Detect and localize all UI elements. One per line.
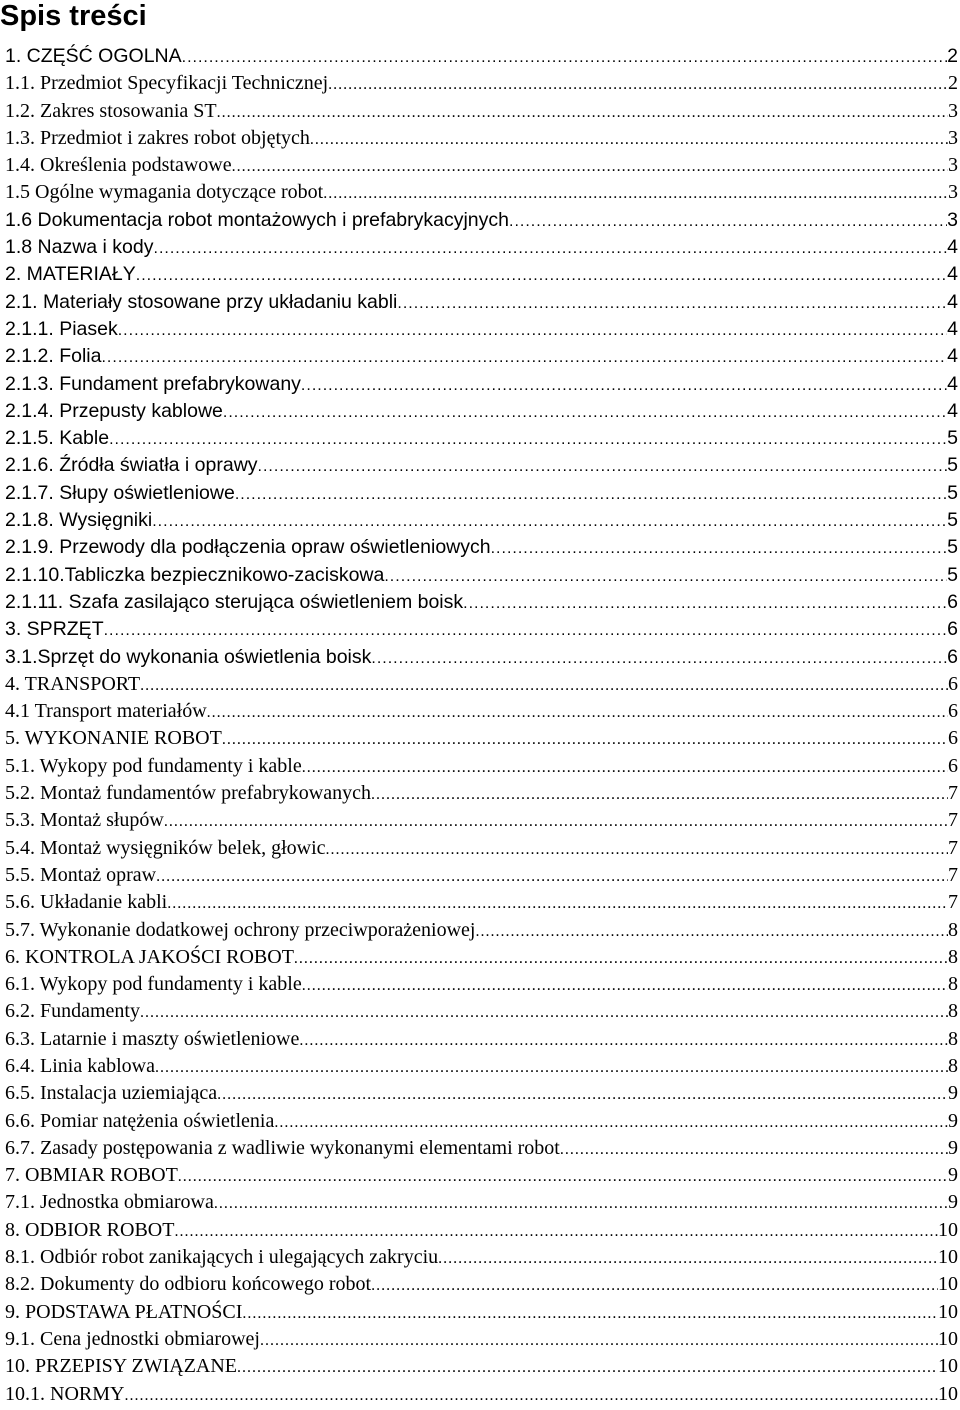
toc-leader-dots bbox=[242, 1300, 938, 1326]
toc-entry-page-number: 6 bbox=[948, 754, 958, 777]
toc-entry[interactable] bbox=[0, 43, 960, 70]
toc-entry-title: 5.1. Wykopy pod fundamenty i kable bbox=[5, 754, 302, 777]
toc-leader-dots bbox=[310, 126, 948, 152]
toc-entry-title: 1.2. Zakres stosowania ST bbox=[5, 99, 217, 122]
toc-entry-title: 1. CZĘŚĆ OGOLNA bbox=[5, 45, 182, 67]
toc-leader-dots bbox=[235, 481, 947, 507]
toc-entry-page-number: 8 bbox=[948, 945, 958, 968]
toc-entry[interactable] bbox=[0, 807, 960, 834]
toc-entry-title: 5.4. Montaż wysięgników belek, głowic bbox=[5, 836, 326, 859]
toc-leader-dots bbox=[136, 262, 947, 288]
toc-entry-page-number: 9 bbox=[948, 1082, 958, 1105]
toc-leader-dots bbox=[156, 863, 948, 889]
toc-leader-dots bbox=[222, 726, 948, 752]
toc-entry-title: 2.1.8. Wysięgniki bbox=[5, 509, 153, 532]
toc-leader-dots bbox=[371, 645, 947, 671]
toc-entry-title: 2.1.2. Folia bbox=[5, 345, 102, 368]
toc-leader-dots bbox=[101, 344, 947, 370]
toc-entry[interactable] bbox=[0, 562, 960, 589]
toc-entry-page-number: 5 bbox=[947, 536, 958, 559]
toc-entry-title: 4. TRANSPORT bbox=[5, 672, 141, 695]
toc-leader-dots bbox=[223, 399, 947, 425]
toc-leader-dots bbox=[299, 1027, 948, 1053]
table-of-contents bbox=[0, 43, 960, 1408]
toc-entry-page-number: 8 bbox=[948, 973, 958, 996]
toc-entry[interactable] bbox=[0, 1326, 960, 1353]
toc-entry-page-number: 5 bbox=[947, 563, 958, 586]
toc-entry-page-number: 9 bbox=[948, 1136, 958, 1159]
toc-entry-title: 3.1.Sprzęt do wykonania oświetlenia boisk bbox=[5, 645, 372, 668]
toc-entry-page-number: 6 bbox=[948, 727, 958, 750]
toc-entry-title: 6.3. Latarnie i maszty oświetleniowe bbox=[5, 1027, 300, 1050]
toc-leader-dots bbox=[371, 781, 948, 807]
toc-leader-dots bbox=[164, 808, 948, 834]
toc-entry-page-number: 3 bbox=[948, 126, 958, 149]
toc-entry-page-number: 5 bbox=[947, 509, 958, 532]
toc-entry[interactable] bbox=[0, 671, 960, 698]
toc-leader-dots bbox=[155, 1054, 948, 1080]
toc-entry-page-number: 2 bbox=[948, 72, 958, 95]
toc-leader-dots bbox=[463, 590, 947, 616]
toc-entry-page-number: 6 bbox=[948, 700, 958, 723]
toc-entry-title: 9. PODSTAWA PŁATNOŚCI bbox=[5, 1300, 243, 1323]
toc-leader-dots bbox=[384, 563, 947, 589]
toc-entry[interactable] bbox=[0, 152, 960, 179]
toc-entry-page-number: 3 bbox=[948, 99, 958, 122]
toc-entry-page-number: 10 bbox=[938, 1273, 958, 1296]
toc-entry-title: 1.6 Dokumentacja robot montażowych i prefabrykacyjnych bbox=[5, 208, 509, 231]
toc-entry-page-number: 4 bbox=[947, 290, 958, 313]
toc-entry[interactable] bbox=[0, 534, 960, 561]
toc-entry-page-number: 4 bbox=[947, 236, 958, 259]
toc-entry[interactable] bbox=[0, 1299, 960, 1326]
toc-leader-dots bbox=[326, 836, 949, 862]
toc-entry-page-number: 10 bbox=[938, 1382, 958, 1405]
toc-leader-dots bbox=[109, 426, 947, 452]
toc-leader-dots bbox=[152, 508, 947, 534]
toc-entry-page-number: 3 bbox=[948, 154, 958, 177]
toc-entry-title: 8.2. Dokumenty do odbioru końcowego robot bbox=[5, 1273, 372, 1296]
toc-leader-dots bbox=[397, 290, 947, 316]
toc-entry[interactable] bbox=[0, 889, 960, 916]
toc-entry-title: 2. MATERIAŁY bbox=[5, 263, 136, 286]
toc-entry-title: 2.1.3. Fundament prefabrykowany bbox=[5, 372, 301, 395]
toc-entry[interactable] bbox=[0, 753, 960, 780]
toc-entry[interactable] bbox=[0, 1271, 960, 1298]
toc-entry[interactable] bbox=[0, 98, 960, 125]
toc-leader-dots bbox=[182, 44, 948, 70]
toc-leader-dots bbox=[178, 1163, 948, 1189]
toc-leader-dots bbox=[371, 1272, 938, 1298]
toc-entry[interactable] bbox=[0, 589, 960, 616]
toc-entry-page-number: 4 bbox=[947, 372, 958, 395]
toc-entry[interactable] bbox=[0, 261, 960, 288]
toc-entry-title: 2.1.4. Przepusty kablowe bbox=[5, 399, 223, 422]
toc-entry-page-number: 10 bbox=[938, 1327, 958, 1350]
toc-entry-title: 6.5. Instalacja uziemiająca bbox=[5, 1082, 218, 1105]
toc-entry[interactable] bbox=[0, 835, 960, 862]
toc-entry[interactable] bbox=[0, 971, 960, 998]
toc-entry-page-number: 8 bbox=[948, 918, 958, 941]
toc-entry[interactable] bbox=[0, 780, 960, 807]
toc-entry-page-number: 7 bbox=[948, 836, 958, 859]
toc-entry[interactable] bbox=[0, 425, 960, 452]
toc-leader-dots bbox=[509, 208, 947, 234]
toc-entry[interactable] bbox=[0, 917, 960, 944]
toc-entry-title: 5.3. Montaż słupów bbox=[5, 809, 164, 832]
toc-leader-dots bbox=[491, 535, 948, 561]
toc-entry-title: 6. KONTROLA JAKOŚCI ROBOT bbox=[5, 945, 294, 968]
toc-entry[interactable] bbox=[0, 644, 960, 671]
toc-leader-dots bbox=[438, 1245, 938, 1271]
toc-entry[interactable] bbox=[0, 698, 960, 725]
toc-entry[interactable] bbox=[0, 70, 960, 97]
toc-entry[interactable] bbox=[0, 452, 960, 479]
toc-leader-dots bbox=[214, 1190, 948, 1216]
toc-entry-page-number: 6 bbox=[948, 672, 958, 695]
toc-leader-dots bbox=[328, 71, 948, 97]
toc-entry-title: 2.1.5. Kable bbox=[5, 427, 110, 450]
toc-entry-page-number: 5 bbox=[947, 481, 958, 504]
toc-entry-title: 1.4. Określenia podstawowe bbox=[5, 154, 232, 177]
toc-entry-title: 6.6. Pomiar natężenia oświetlenia bbox=[5, 1109, 275, 1132]
toc-entry-page-number: 10 bbox=[938, 1246, 958, 1269]
toc-entry-title: 10. PRZEPISY ZWIĄZANE bbox=[5, 1355, 238, 1378]
toc-entry-page-number: 3 bbox=[948, 181, 958, 204]
toc-entry[interactable] bbox=[0, 207, 960, 234]
toc-leader-dots bbox=[140, 999, 948, 1025]
toc-entry-title: 4.1 Transport materiałów bbox=[5, 700, 207, 723]
toc-leader-dots bbox=[301, 372, 947, 398]
toc-entry-title: 9.1. Cena jednostki obmiarowej bbox=[5, 1327, 260, 1350]
toc-entry-page-number: 10 bbox=[938, 1218, 958, 1241]
toc-entry[interactable] bbox=[0, 343, 960, 370]
toc-entry-title: 5.2. Montaż fundamentów prefabrykowanych bbox=[5, 782, 371, 805]
toc-entry[interactable] bbox=[0, 1053, 960, 1080]
toc-entry-page-number: 4 bbox=[947, 317, 958, 340]
toc-entry[interactable] bbox=[0, 944, 960, 971]
toc-entry-title: 6.7. Zasady postępowania z wadliwie wykonanymi elementami robot bbox=[5, 1136, 560, 1159]
toc-entry-page-number: 7 bbox=[948, 863, 958, 886]
toc-entry[interactable] bbox=[0, 1244, 960, 1271]
toc-entry-page-number: 8 bbox=[948, 1000, 958, 1023]
toc-entry[interactable] bbox=[0, 480, 960, 507]
toc-entry[interactable] bbox=[0, 1080, 960, 1107]
toc-leader-dots bbox=[476, 918, 949, 944]
toc-leader-dots bbox=[258, 453, 948, 479]
toc-entry[interactable] bbox=[0, 1353, 960, 1380]
toc-entry[interactable] bbox=[0, 1108, 960, 1135]
toc-entry[interactable] bbox=[0, 862, 960, 889]
toc-leader-dots bbox=[217, 1081, 948, 1107]
toc-entry[interactable] bbox=[0, 1189, 960, 1216]
toc-leader-dots bbox=[323, 180, 948, 206]
toc-leader-dots bbox=[104, 617, 948, 643]
toc-leader-dots bbox=[302, 754, 948, 780]
toc-entry[interactable] bbox=[0, 507, 960, 534]
toc-leader-dots bbox=[217, 99, 948, 125]
toc-entry-page-number: 10 bbox=[938, 1300, 958, 1323]
toc-entry-page-number: 7 bbox=[948, 809, 958, 832]
toc-entry-page-number: 6 bbox=[947, 645, 958, 668]
toc-entry[interactable] bbox=[0, 316, 960, 343]
toc-entry-title: 5.7. Wykonanie dodatkowej ochrony przeciwporażeniowej bbox=[5, 918, 476, 941]
toc-entry[interactable] bbox=[0, 998, 960, 1025]
toc-entry-title: 1.1. Przedmiot Specyfikacji Technicznej bbox=[5, 72, 329, 95]
toc-entry-title: 8. ODBIOR ROBOT bbox=[5, 1218, 175, 1241]
toc-entry[interactable] bbox=[0, 1381, 960, 1408]
toc-entry[interactable] bbox=[0, 234, 960, 261]
toc-entry-title: 1.8 Nazwa i kody bbox=[5, 236, 154, 259]
toc-entry-page-number: 5 bbox=[947, 427, 958, 450]
toc-entry[interactable] bbox=[0, 1217, 960, 1244]
toc-entry-title: 8.1. Odbiór robot zanikających i ulegających zakryciu bbox=[5, 1246, 439, 1269]
toc-entry-page-number: 4 bbox=[947, 345, 958, 368]
toc-entry-title: 2.1.7. Słupy oświetleniowe bbox=[5, 481, 235, 504]
toc-entry-title: 6.4. Linia kablowa bbox=[5, 1054, 155, 1077]
toc-entry[interactable] bbox=[0, 289, 960, 316]
toc-entry[interactable] bbox=[0, 616, 960, 643]
toc-entry[interactable] bbox=[0, 371, 960, 398]
page-title: Spis treści bbox=[0, 0, 147, 32]
toc-entry-title: 1.5 Ogólne wymagania dotyczące robot bbox=[5, 181, 324, 204]
toc-entry-title: 5.6. Układanie kabli bbox=[5, 891, 168, 914]
toc-entry-page-number: 8 bbox=[948, 1027, 958, 1050]
toc-entry-page-number: 3 bbox=[947, 208, 958, 231]
toc-entry[interactable] bbox=[0, 1026, 960, 1053]
toc-entry-title: 2.1.10.Tabliczka bezpiecznikowo-zaciskowa bbox=[5, 563, 385, 586]
toc-entry-page-number: 8 bbox=[948, 1054, 958, 1077]
toc-entry-page-number: 4 bbox=[947, 263, 958, 286]
toc-entry-title: 2.1.11. Szafa zasilająco sterująca oświetleniem boisk bbox=[5, 590, 464, 613]
toc-leader-dots bbox=[274, 1109, 948, 1135]
toc-entry-page-number: 7 bbox=[948, 782, 958, 805]
toc-entry-title: 3. SPRZĘT bbox=[5, 618, 104, 641]
toc-entry-title: 6.2. Fundamenty bbox=[5, 1000, 140, 1023]
toc-entry-title: 6.1. Wykopy pod fundamenty i kable bbox=[5, 973, 302, 996]
toc-entry[interactable] bbox=[0, 1135, 960, 1162]
toc-entry[interactable] bbox=[0, 1162, 960, 1189]
toc-leader-dots bbox=[237, 1354, 938, 1380]
toc-entry-title: 1.3. Przedmiot i zakres robot objętych bbox=[5, 126, 310, 149]
toc-entry[interactable] bbox=[0, 179, 960, 206]
toc-leader-dots bbox=[174, 1218, 938, 1244]
toc-leader-dots bbox=[207, 699, 948, 725]
toc-entry-title: 5.5. Montaż opraw bbox=[5, 863, 157, 886]
toc-leader-dots bbox=[302, 972, 948, 998]
toc-entry-title: 2.1. Materiały stosowane przy układaniu kabli bbox=[5, 290, 398, 313]
toc-leader-dots bbox=[232, 153, 948, 179]
toc-entry-title: 7. OBMIAR ROBOT bbox=[5, 1164, 178, 1187]
toc-entry-title: 7.1. Jednostka obmiarowa bbox=[5, 1191, 214, 1214]
toc-entry-page-number: 6 bbox=[947, 590, 958, 613]
toc-entry[interactable] bbox=[0, 725, 960, 752]
toc-entry-page-number: 7 bbox=[948, 891, 958, 914]
toc-leader-dots bbox=[118, 317, 947, 343]
toc-entry-title: 2.1.1. Piasek bbox=[5, 317, 118, 340]
toc-leader-dots bbox=[154, 235, 948, 261]
toc-entry-page-number: 2 bbox=[947, 45, 958, 67]
toc-entry-page-number: 9 bbox=[948, 1191, 958, 1214]
toc-entry-title: 5. WYKONANIE ROBOT bbox=[5, 727, 222, 750]
toc-leader-dots bbox=[124, 1382, 938, 1408]
toc-entry-page-number: 6 bbox=[947, 618, 958, 641]
toc-entry-title: 2.1.6. Źródła światła i oprawy bbox=[5, 454, 258, 477]
toc-leader-dots bbox=[140, 672, 948, 698]
toc-leader-dots bbox=[560, 1136, 948, 1162]
toc-entry-page-number: 9 bbox=[948, 1164, 958, 1187]
toc-entry-title: 2.1.9. Przewody dla podłączenia opraw oświetleniowych bbox=[5, 536, 491, 559]
toc-entry-page-number: 5 bbox=[947, 454, 958, 477]
toc-entry-page-number: 4 bbox=[947, 399, 958, 422]
toc-entry[interactable] bbox=[0, 398, 960, 425]
toc-entry[interactable] bbox=[0, 125, 960, 152]
toc-entry-title: 10.1. NORMY bbox=[5, 1382, 125, 1405]
toc-entry-page-number: 9 bbox=[948, 1109, 958, 1132]
toc-entry-page-number: 10 bbox=[938, 1355, 958, 1378]
toc-leader-dots bbox=[260, 1327, 938, 1353]
toc-leader-dots bbox=[294, 945, 948, 971]
toc-leader-dots bbox=[167, 890, 948, 916]
